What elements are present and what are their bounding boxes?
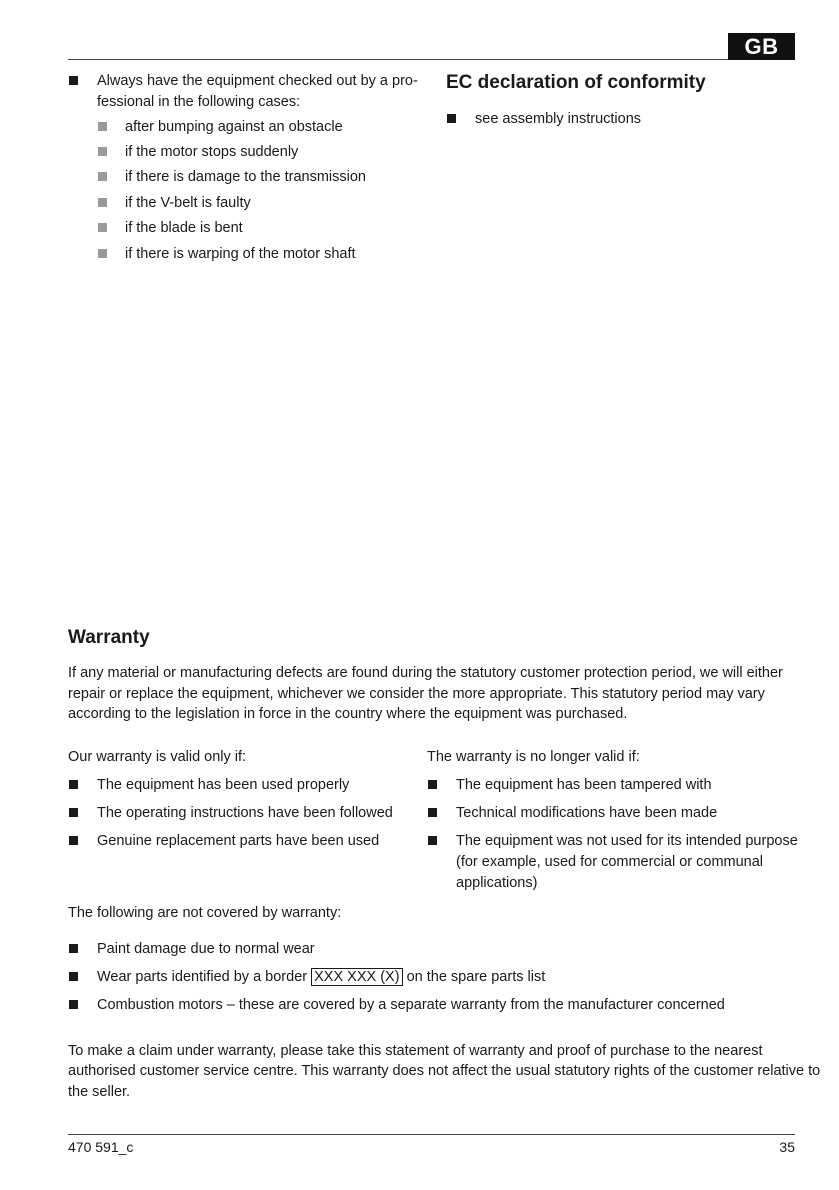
square-bullet-icon [98, 223, 107, 232]
valid-item: The equipment has been used properly [97, 777, 350, 793]
check-case-item: if there is warping of the motor shaft [125, 246, 356, 262]
square-bullet-icon [98, 198, 107, 207]
language-tab: GB [728, 33, 795, 60]
check-intro-line-2: fessional in the following cases: [97, 94, 301, 110]
invalid-item-line: The equipment was not used for its intended purpose [456, 833, 798, 849]
valid-item: The operating instructions have been followed [97, 805, 393, 821]
invalid-item: The equipment has been tampered with [456, 777, 712, 793]
square-bullet-icon [69, 1000, 78, 1009]
check-case-item: after bumping against an obstacle [125, 119, 343, 135]
not-covered-heading: The following are not covered by warranty: [68, 905, 342, 921]
warranty-intro-line: If any material or manufacturing defects are found during the statutory customer protection period, we will either [68, 665, 783, 681]
check-intro-line-1: Always have the equipment checked out by a pro- [97, 73, 418, 89]
check-case-item: if the motor stops suddenly [125, 144, 299, 160]
square-bullet-icon [428, 780, 437, 789]
header-rule [68, 59, 728, 60]
not-covered-item-text: on the spare parts list [406, 969, 546, 985]
page-number: 35 [779, 1139, 795, 1155]
invalid-item-line: (for example, used for commercial or communal [456, 854, 764, 870]
ec-item: see assembly instructions [475, 111, 642, 127]
square-bullet-icon [69, 76, 78, 85]
warranty-heading: Warranty [68, 627, 150, 648]
check-case-item: if the V-belt is faulty [125, 195, 251, 211]
check-case-item: if there is damage to the transmission [125, 169, 366, 185]
check-case-item: if the blade is bent [125, 220, 243, 236]
square-bullet-icon [98, 172, 107, 181]
invalid-item-line: applications) [456, 875, 538, 891]
square-bullet-icon [98, 122, 107, 131]
footer-rule [68, 1134, 795, 1135]
square-bullet-icon [447, 114, 456, 123]
not-covered-item: Paint damage due to normal wear [97, 941, 315, 957]
square-bullet-icon [69, 972, 78, 981]
invalid-heading: The warranty is no longer valid if: [427, 749, 640, 765]
warranty-intro-line: according to the legislation in force in the country where the equipment was purchased. [68, 706, 628, 722]
not-covered-item-text: Wear parts identified by a border [97, 969, 308, 985]
claim-line: authorised customer service centre. This warranty does not affect the usual statutory rights of the customer relative to [68, 1063, 821, 1079]
ec-heading: EC declaration of conformity [446, 72, 706, 93]
square-bullet-icon [428, 808, 437, 817]
square-bullet-icon [69, 808, 78, 817]
not-covered-item: Combustion motors – these are covered by a separate warranty from the manufacturer concerned [97, 997, 725, 1013]
warranty-intro-line: repair or replace the equipment, whichever we consider the more appropriate. This statutory period may vary [68, 686, 765, 702]
square-bullet-icon [69, 836, 78, 845]
square-bullet-icon [69, 944, 78, 953]
square-bullet-icon [428, 836, 437, 845]
square-bullet-icon [69, 780, 78, 789]
part-border-sample: XXX XXX (X) [311, 968, 402, 986]
square-bullet-icon [98, 249, 107, 258]
valid-heading: Our warranty is valid only if: [68, 749, 247, 765]
valid-item: Genuine replacement parts have been used [97, 833, 380, 849]
claim-line: To make a claim under warranty, please take this statement of warranty and proof of purchase to the nearest [68, 1043, 763, 1059]
not-covered-item [97, 967, 545, 987]
invalid-item: Technical modifications have been made [456, 805, 718, 821]
square-bullet-icon [98, 147, 107, 156]
claim-line: the seller. [68, 1084, 131, 1100]
doc-code: 470 591_c [68, 1139, 134, 1155]
